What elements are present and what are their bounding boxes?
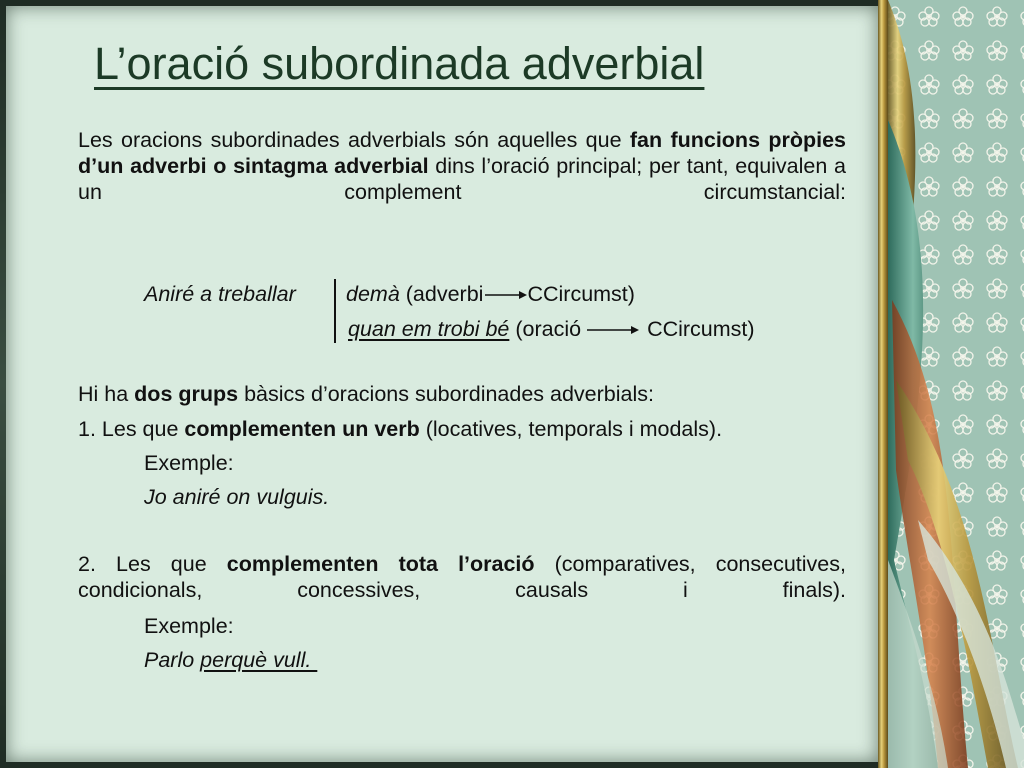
group-1-text-start: 1. Les que <box>78 417 185 441</box>
page-title: L’oració subordinada adverbial <box>94 38 705 89</box>
group-2-text-end: (comparatives, consecutives, condicionals, concessives, causals i finals). <box>78 552 846 602</box>
option-2-type: (oració <box>509 317 582 341</box>
example-option-2 <box>348 316 755 342</box>
group-2-example-label: Exemple: <box>144 614 234 638</box>
group-1-example: Jo aniré on vulguis. <box>144 485 330 509</box>
intro-text-start: Les oracions subordinades adverbials són aquelles que <box>78 128 630 152</box>
group-2-bold-text: complementen tota l’oració <box>226 552 535 576</box>
example-bracket-line <box>334 279 336 343</box>
group-2-example <box>144 647 317 673</box>
groups-text-start: Hi ha <box>78 382 135 406</box>
arrow-right-icon <box>585 324 639 336</box>
option-2-clause: quan em trobi bé <box>348 317 510 341</box>
intro-text-end: dins l’oració principal; per tant, equivalen a un complement circumstancial: <box>78 154 846 204</box>
decorative-floral-ribbons <box>878 0 1024 768</box>
groups-bold-text: dos grups <box>134 382 239 406</box>
intro-bold-text: fan funcions pròpies d’un adverbi o sintagma adverbial <box>78 128 846 178</box>
arrow-right-icon <box>483 289 527 301</box>
group-1-bold-text: complementen un verb <box>184 417 420 441</box>
groups-text-end: bàsics d’oracions subordinades adverbials: <box>238 382 654 406</box>
option-1-type: (adverbi <box>399 282 484 306</box>
group-2-example-start: Parlo <box>144 648 201 672</box>
group-1-example-label: Exemple: <box>144 451 234 475</box>
intro-paragraph <box>78 127 846 205</box>
example-option-1 <box>346 281 635 307</box>
group-1-text-end: (locatives, temporals i modals). <box>419 417 723 441</box>
group-2-description <box>78 551 846 603</box>
group-2-text-start: 2. Les que <box>78 552 227 576</box>
group-2-example-underlined: perquè vull. <box>200 648 318 672</box>
group-1-description <box>78 416 722 442</box>
groups-intro <box>78 381 654 407</box>
option-2-function: CCircumst) <box>647 317 755 341</box>
option-1-word: demà <box>346 282 400 306</box>
example-main-clause: Aniré a treballar <box>144 282 296 306</box>
option-1-function: CCircumst) <box>527 282 635 306</box>
